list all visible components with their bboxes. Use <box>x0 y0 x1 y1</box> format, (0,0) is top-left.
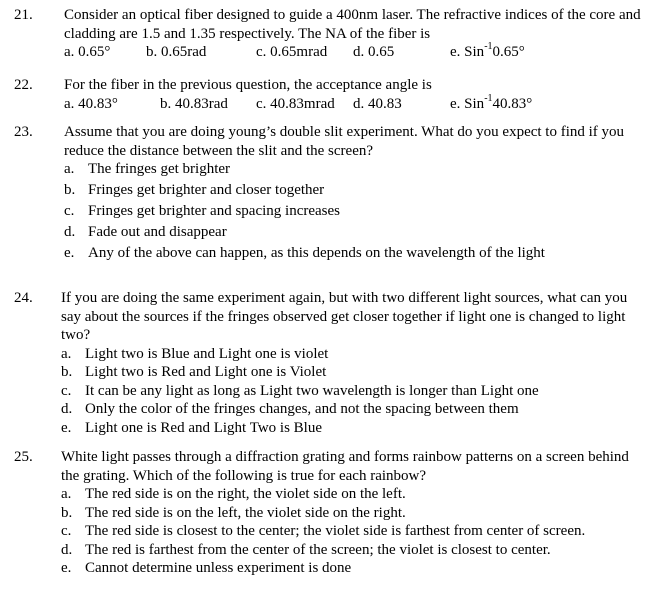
option-a[interactable]: a. Light two is Blue and Light one is violet <box>61 345 329 362</box>
option-a[interactable]: a. 0.65° <box>64 44 111 60</box>
question-number: 25. <box>14 449 33 465</box>
question-stem: For the fiber in the previous question, the acceptance angle is <box>64 77 432 93</box>
option-b[interactable]: b. The red side is on the left, the violet side on the right. <box>61 504 406 521</box>
option-e[interactable]: e. Light one is Red and Light Two is Blue <box>61 419 322 436</box>
question-body <box>64 6 643 62</box>
question-number: 24. <box>14 290 33 306</box>
option-d[interactable]: d. 40.83 <box>353 95 402 112</box>
option-c[interactable]: c. 40.83mrad <box>256 95 335 112</box>
option-b[interactable]: b. 40.83rad <box>160 95 228 112</box>
option-a[interactable]: a. The fringes get brighter <box>64 161 231 177</box>
option-b[interactable]: b. 0.65rad <box>146 44 207 60</box>
question-stem: Assume that you are doing young’s double slit experiment. What do you expect to find if you reduce the distance between the slit and the screen? <box>64 124 625 159</box>
option-e[interactable]: e. Cannot determine unless experiment is done <box>61 560 352 576</box>
question-body <box>64 123 643 265</box>
option-a[interactable]: a. 40.83° <box>64 95 118 112</box>
question-number: 23. <box>14 124 33 140</box>
inline-options <box>64 43 643 62</box>
question-stem: Consider an optical fiber designed to guide a 400nm laser. The refractive indices of the core and cladding are 1.5 and 1.35 respectively. The NA of the fiber is <box>64 7 641 42</box>
question-body <box>61 448 649 578</box>
option-b[interactable]: b. Fringes get brighter and closer together <box>64 182 325 198</box>
question-number: 21. <box>14 7 33 23</box>
option-d[interactable]: d. 0.65 <box>353 44 395 60</box>
inline-options <box>64 92 643 114</box>
question-stem: If you are doing the same experiment again, but with two different light sources, what can you say about the sources if the fringes observed get closer together if light one is changed to light two? <box>61 290 628 343</box>
superscript: -1 <box>484 41 493 52</box>
option-c[interactable]: c. Fringes get brighter and spacing increases <box>64 203 341 219</box>
question-body <box>61 289 643 437</box>
option-d[interactable]: d. The red is farthest from the center of the screen; the violet is closest to center. <box>61 541 551 558</box>
question-number: 22. <box>14 77 33 93</box>
question-stem: White light passes through a diffraction grating and forms rainbow patterns on a screen behind the grating. Which of the following is true for each rainbow? <box>61 449 629 484</box>
question-body <box>64 76 643 113</box>
option-b[interactable]: b. Light two is Red and Light one is Violet <box>61 364 327 380</box>
option-e[interactable]: e. Sin$^{-1}$0.65° <box>450 41 525 60</box>
option-e[interactable]: e. Sin$^{-1}$40.83° <box>450 92 533 112</box>
option-c[interactable]: c. The red side is closest to the center; the violet side is farthest from center of screen. <box>61 523 586 539</box>
option-e[interactable]: e. Any of the above can happen, as this depends on the wavelength of the light <box>64 245 545 261</box>
option-c[interactable]: c. 0.65mrad <box>256 44 328 60</box>
superscript: -1 <box>484 92 493 104</box>
option-a[interactable]: a. The red side is on the right, the violet side on the left. <box>61 486 406 502</box>
option-d[interactable]: d. Only the color of the fringes changes, and not the spacing between them <box>61 401 519 417</box>
option-c[interactable]: c. It can be any light as long as Light two wavelength is longer than Light one <box>61 382 539 399</box>
option-d[interactable]: d. Fade out and disappear <box>64 224 227 240</box>
